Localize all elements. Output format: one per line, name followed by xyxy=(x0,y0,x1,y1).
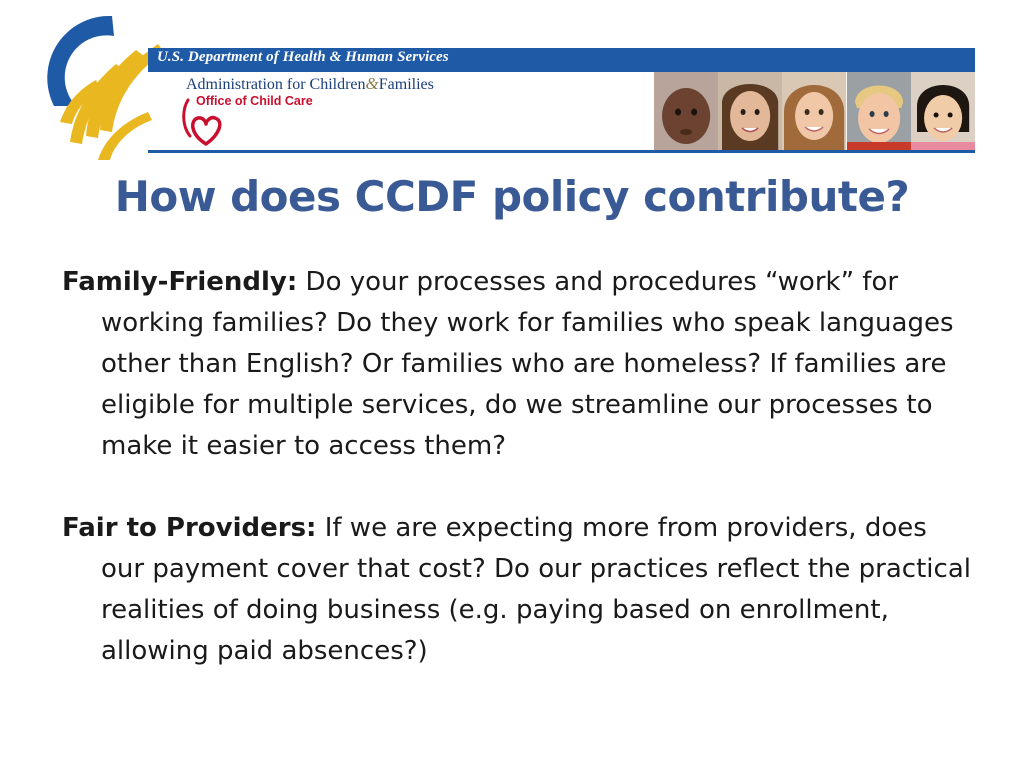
child-photo-1 xyxy=(654,72,718,150)
administration-part1: Administration for Children xyxy=(186,76,366,93)
administration-ampersand: & xyxy=(365,74,379,93)
child-photo-5 xyxy=(911,72,975,150)
slide-body xyxy=(62,262,972,672)
administration-name xyxy=(186,74,434,94)
paragraph-family-friendly xyxy=(62,262,972,467)
paragraph-lead: Family-Friendly: xyxy=(62,267,298,297)
slide-title: How does CCDF policy contribute? xyxy=(114,172,910,221)
department-name: U.S. Department of Health & Human Services xyxy=(157,49,449,65)
paragraph-fair-to-providers xyxy=(62,508,972,672)
paragraph-lead: Fair to Providers: xyxy=(62,513,317,543)
child-photo-3 xyxy=(782,72,846,150)
header-bottom-rule xyxy=(148,150,975,153)
paragraph-text: Do your processes and procedures “work” for working families? Do they work for families who speak languages other than English? Or families who are homeless? If families are eligible for multiple services, do we streamline our processes to make it easier to access them? xyxy=(101,267,954,461)
child-photo-4 xyxy=(847,72,911,150)
office-name: Office of Child Care xyxy=(196,94,313,108)
administration-part2: Families xyxy=(378,76,434,93)
paragraph-text: If we are expecting more from providers, does our payment cover that cost? Do our practices reflect the practical realities of doing business (e.g. paying based on enrollment, allowing paid absences?) xyxy=(101,513,971,666)
child-photo-2 xyxy=(718,72,782,150)
child-photo-strip xyxy=(654,72,975,150)
hhs-eagle-logo-icon xyxy=(40,10,170,160)
header-banner xyxy=(0,0,1024,160)
